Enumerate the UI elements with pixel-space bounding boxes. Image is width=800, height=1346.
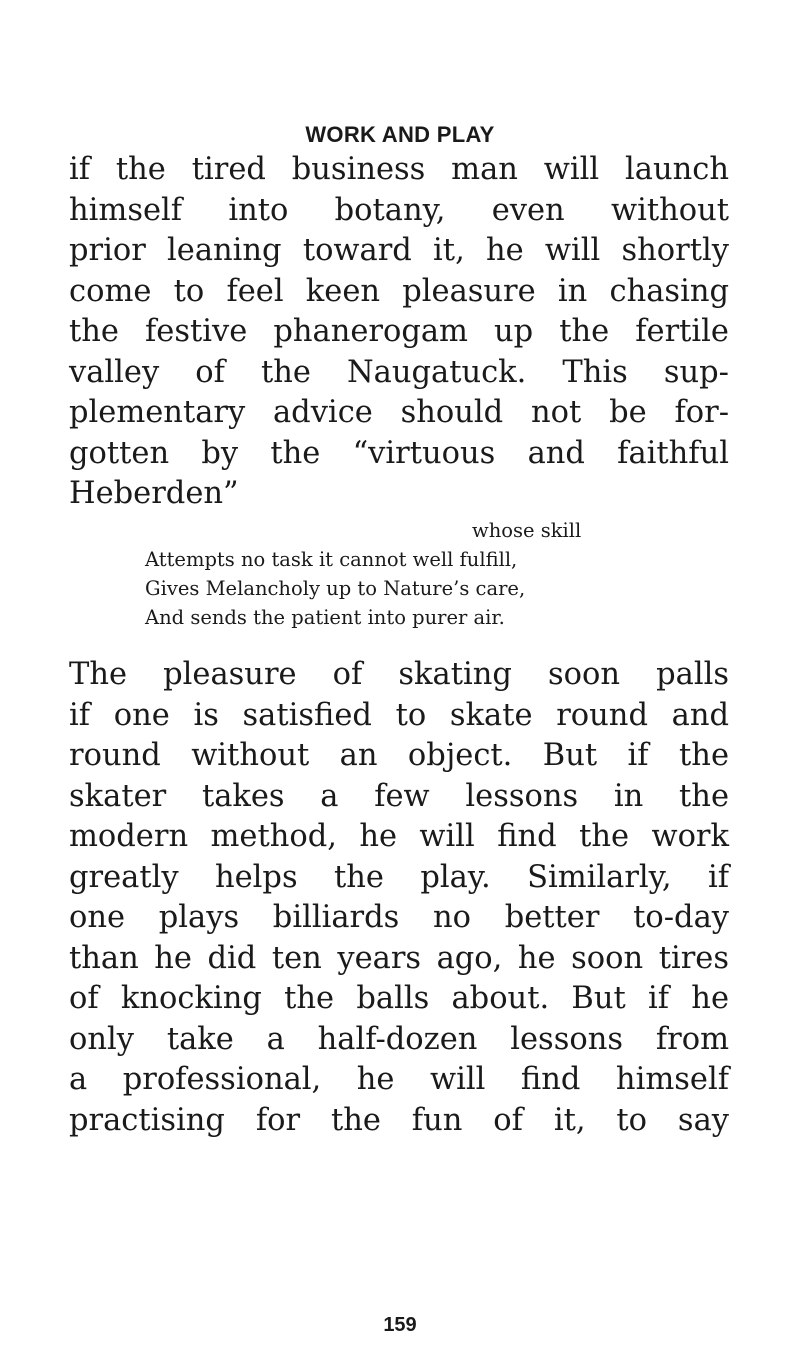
text-line: greatly helps the play. Similarly, if [69,859,729,895]
text-line: The pleasure of skating soon palls [69,657,729,692]
text-line: himself into botany, even without [69,192,729,228]
verse-line: Attempts no task it cannot well fulfill, [145,548,518,571]
paragraph-2 [69,655,729,1141]
text-line: the festive phanerogam up the fertile [69,314,729,349]
text-line: skater takes a few lessons in the [69,778,729,814]
paragraph-1 [69,150,729,515]
text-line: round without an object. But if the [69,738,729,773]
text-line: gotten by the “virtuous and faithful [69,435,729,471]
text-line: modern method, he will find the work [69,819,729,854]
text-line: Heberden” [69,476,239,511]
text-line: plementary advice should not be for- [69,395,729,430]
verse-line: And sends the patient into purer air. [145,606,505,629]
verse-line: whose skill [472,519,582,542]
text-line: of knocking the balls about. But if he [69,981,729,1016]
text-line: a professional, he will find himself [69,1062,729,1097]
text-line: practising for the fun of it, to say [69,1102,729,1138]
text-line: one plays billiards no better to-day [69,900,729,935]
text-line: if one is satisfied to skate round and [69,697,729,733]
running-head: WORK AND PLAY [305,122,495,147]
page-number: 159 [383,1314,417,1336]
text-line: come to feel keen pleasure in chasing [69,273,729,309]
verse-line: Gives Melancholy up to Nature’s care, [145,577,526,600]
text-line: only take a half-dozen lessons from [69,1021,729,1057]
text-line: prior leaning toward it, he will shortly [69,233,729,268]
text-line: if the tired business man will launch [69,152,729,187]
text-line: than he did ten years ago, he soon tires [69,940,729,976]
text-line: valley of the Naugatuck. This sup- [69,354,729,390]
